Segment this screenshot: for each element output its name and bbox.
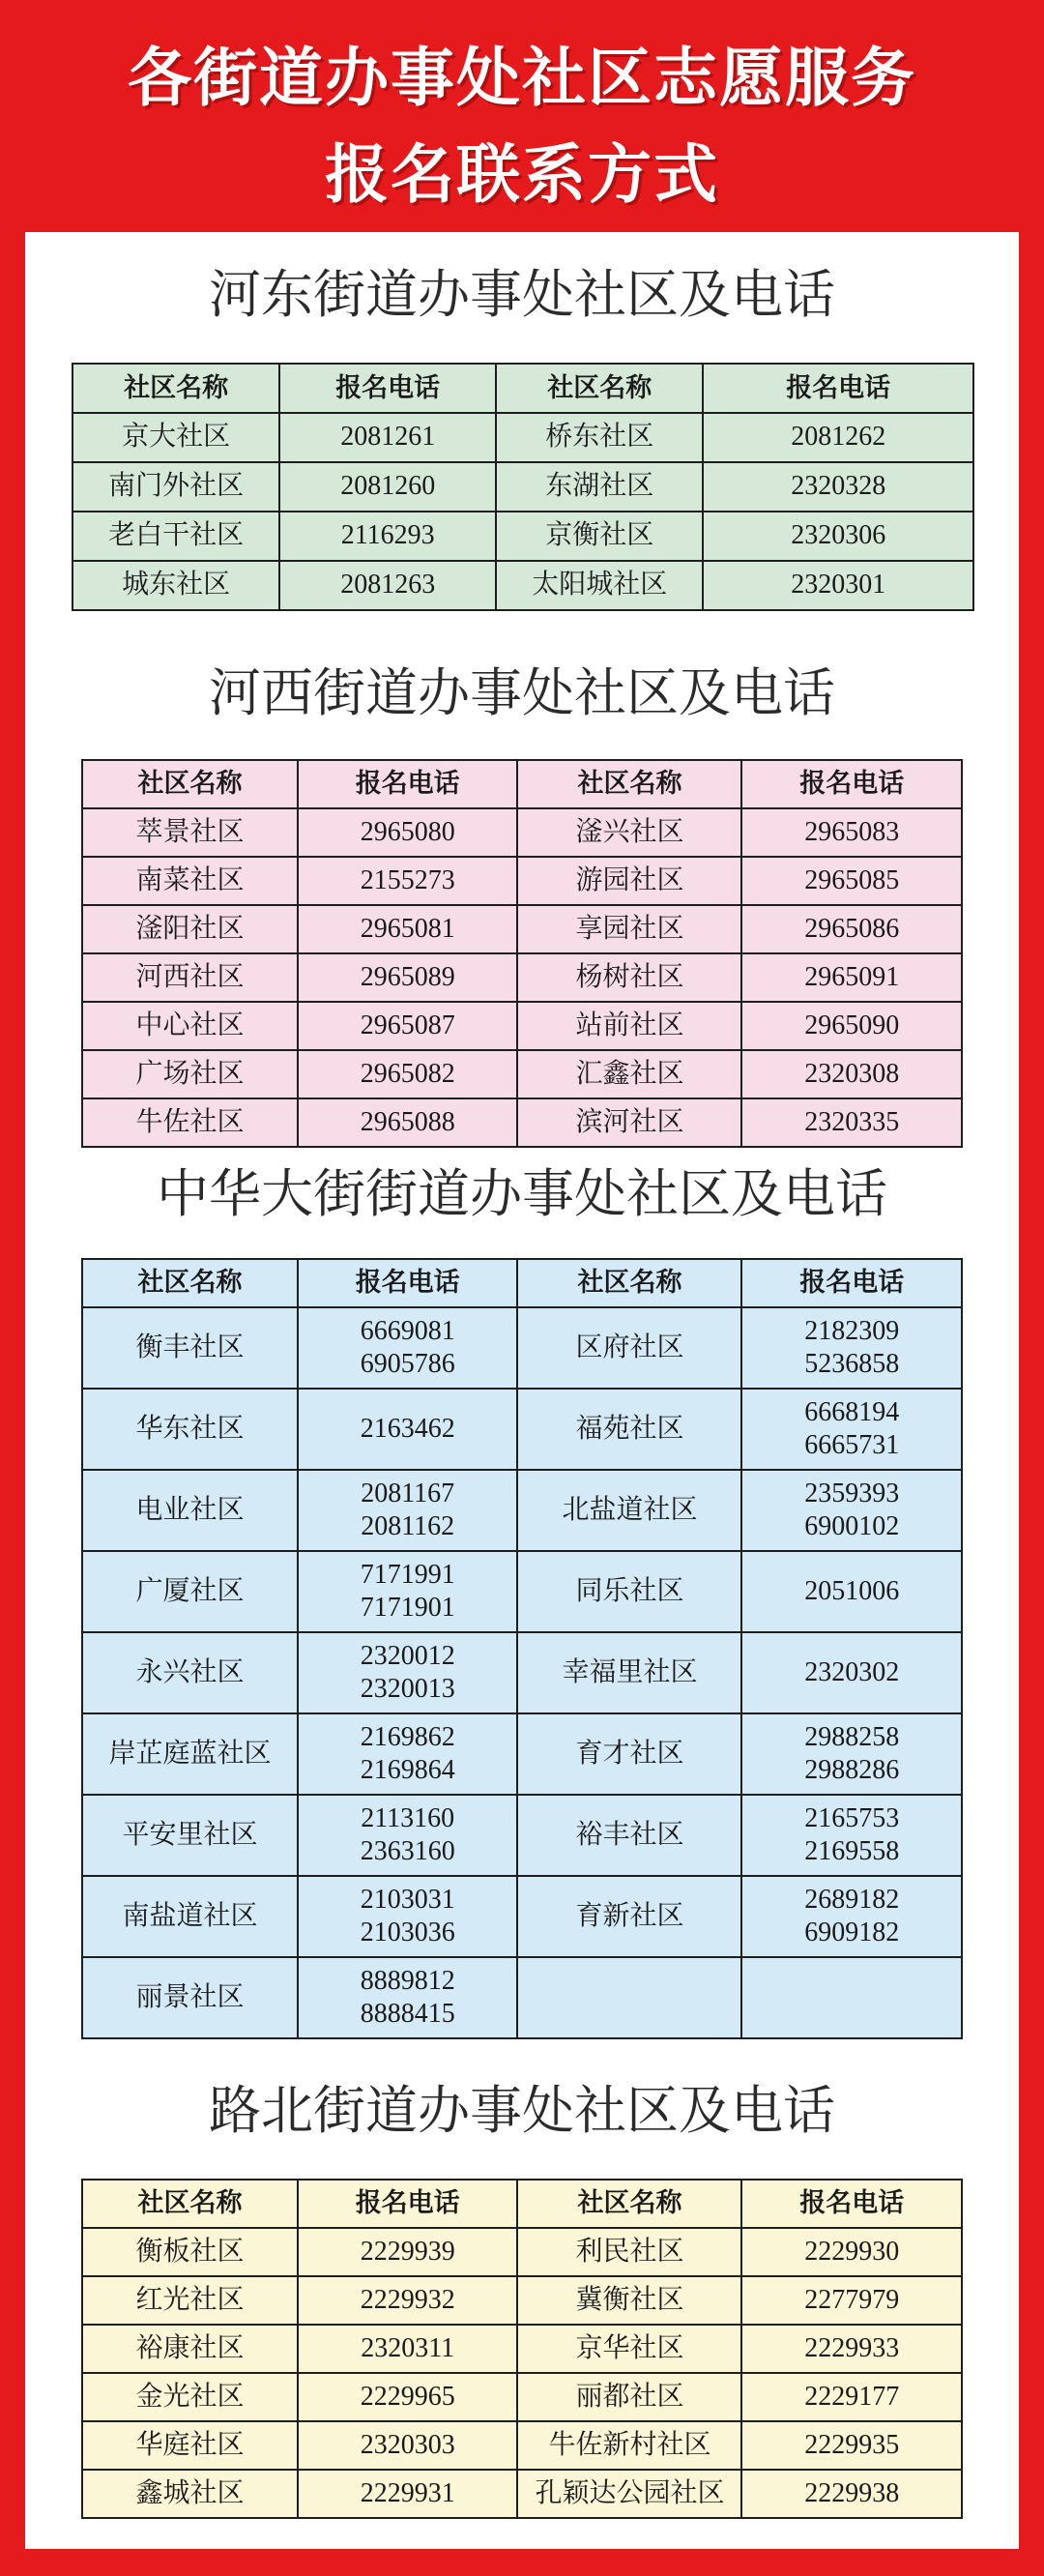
community-name-cell: 南门外社区 bbox=[72, 462, 279, 512]
community-name-cell: 京衡社区 bbox=[496, 512, 703, 561]
phone-number: 2320302 bbox=[804, 1657, 900, 1688]
table-row bbox=[82, 2276, 962, 2325]
community-name-cell: 裕康社区 bbox=[82, 2325, 298, 2373]
community-name-cell: 福苑社区 bbox=[517, 1389, 741, 1470]
phone-number: 2113160 bbox=[361, 1803, 455, 1834]
table-row bbox=[82, 2228, 962, 2276]
table-row bbox=[82, 1713, 962, 1795]
column-header: 报名电话 bbox=[741, 1259, 962, 1307]
phone-number: 2988258 bbox=[804, 1722, 900, 1753]
phone-cell bbox=[298, 1713, 518, 1795]
table-row bbox=[82, 808, 962, 857]
phone-number: 2965090 bbox=[804, 1010, 900, 1040]
phone-cell bbox=[298, 2373, 518, 2421]
column-header: 社区名称 bbox=[82, 2180, 298, 2228]
table-row bbox=[82, 2421, 962, 2470]
phone-cell bbox=[298, 1632, 518, 1713]
phone-number: 2229931 bbox=[360, 2477, 455, 2508]
table-row bbox=[82, 1551, 962, 1632]
phone-number: 2229935 bbox=[804, 2429, 900, 2460]
phone-number: 2965081 bbox=[360, 913, 455, 944]
phone-cell bbox=[298, 953, 518, 1002]
phone-number: 2165753 bbox=[804, 1803, 900, 1834]
phone-cell bbox=[741, 953, 962, 1002]
phone-number: 2689182 bbox=[804, 1885, 900, 1916]
phone-cell bbox=[741, 1795, 962, 1876]
column-header: 社区名称 bbox=[496, 364, 703, 413]
phone-number: 2081260 bbox=[340, 471, 436, 502]
column-header: 报名电话 bbox=[298, 1259, 518, 1307]
phone-number: 2081261 bbox=[340, 422, 436, 453]
phone-cell bbox=[741, 2470, 962, 2518]
community-name-cell: 电业社区 bbox=[82, 1470, 298, 1551]
phone-number: 2229938 bbox=[804, 2477, 900, 2508]
phone-cell bbox=[298, 2470, 518, 2518]
table-header-row bbox=[72, 364, 973, 413]
phone-number: 2965087 bbox=[360, 1010, 455, 1040]
community-name-cell: 河西社区 bbox=[82, 953, 298, 1002]
community-name-cell: 永兴社区 bbox=[82, 1632, 298, 1713]
table-row bbox=[82, 2373, 962, 2421]
phone-cell bbox=[741, 2421, 962, 2470]
community-name-cell: 幸福里社区 bbox=[517, 1632, 741, 1713]
community-name-cell: 牛佐新村社区 bbox=[517, 2421, 741, 2470]
phone-number: 2169862 bbox=[360, 1722, 455, 1753]
phone-number: 2320301 bbox=[791, 570, 886, 600]
community-name-cell: 鑫城社区 bbox=[82, 2470, 298, 2518]
table-row bbox=[72, 512, 973, 561]
table-row bbox=[82, 1795, 962, 1876]
phone-cell bbox=[298, 2421, 518, 2470]
table-header-row bbox=[82, 1259, 962, 1307]
community-name-cell: 丽景社区 bbox=[82, 1957, 298, 2038]
phone-cell bbox=[279, 561, 496, 610]
community-name-cell: 京华社区 bbox=[517, 2325, 741, 2373]
phone-number: 2965088 bbox=[360, 1106, 455, 1137]
table-row bbox=[72, 413, 973, 462]
phone-cell bbox=[298, 857, 518, 905]
phone-number: 2965082 bbox=[360, 1058, 455, 1089]
community-name-cell: 育新社区 bbox=[517, 1876, 741, 1957]
phone-cell bbox=[279, 512, 496, 561]
phone-number: 8889812 bbox=[360, 1966, 455, 1997]
phone-cell bbox=[741, 1098, 962, 1147]
phone-cell bbox=[298, 1957, 518, 2038]
column-header: 社区名称 bbox=[517, 1259, 741, 1307]
phone-cell bbox=[279, 462, 496, 512]
phone-number: 2965083 bbox=[804, 816, 900, 847]
community-name-cell: 游园社区 bbox=[517, 857, 741, 905]
phone-number: 2363160 bbox=[360, 1836, 455, 1866]
phone-cell bbox=[741, 2228, 962, 2276]
community-name-cell: 杨树社区 bbox=[517, 953, 741, 1002]
phone-number: 2229932 bbox=[360, 2284, 455, 2315]
phone-number: 2965080 bbox=[360, 816, 455, 847]
table-row bbox=[72, 462, 973, 512]
community-name-cell: 金光社区 bbox=[82, 2373, 298, 2421]
phone-number: 7171991 bbox=[360, 1560, 455, 1591]
phone-cell bbox=[741, 1470, 962, 1551]
community-name-cell: 北盐道社区 bbox=[517, 1470, 741, 1551]
community-name-cell: 育才社区 bbox=[517, 1713, 741, 1795]
phone-cell bbox=[298, 1876, 518, 1957]
table-row bbox=[82, 1632, 962, 1713]
phone-number: 8888415 bbox=[360, 1999, 455, 2029]
community-name-cell: 衡丰社区 bbox=[82, 1307, 298, 1389]
phone-cell bbox=[741, 1551, 962, 1632]
phone-number: 6668194 bbox=[804, 1397, 900, 1428]
community-name-cell: 裕丰社区 bbox=[517, 1795, 741, 1876]
phone-cell bbox=[741, 1876, 962, 1957]
community-name-cell: 广厦社区 bbox=[82, 1551, 298, 1632]
community-name-cell: 平安里社区 bbox=[82, 1795, 298, 1876]
phone-number: 2988286 bbox=[804, 1755, 900, 1785]
page-title-line-1: 各街道办事处社区志愿服务 bbox=[128, 41, 916, 115]
phone-number: 2169558 bbox=[804, 1836, 900, 1866]
phone-cell bbox=[298, 808, 518, 857]
table-row bbox=[82, 2325, 962, 2373]
community-name-cell: 桥东社区 bbox=[496, 413, 703, 462]
table-header-row bbox=[82, 2180, 962, 2228]
phone-cell bbox=[741, 1713, 962, 1795]
community-name-cell: 站前社区 bbox=[517, 1002, 741, 1050]
phone-number: 2320335 bbox=[804, 1106, 900, 1137]
page-title-line-2: 报名联系方式 bbox=[325, 137, 719, 212]
phone-number: 2965091 bbox=[804, 961, 900, 992]
phone-number: 6909182 bbox=[804, 1917, 900, 1947]
phone-number: 7171901 bbox=[360, 1593, 455, 1623]
phone-cell bbox=[741, 808, 962, 857]
phone-cell bbox=[298, 1470, 518, 1551]
community-name-cell: 南菜社区 bbox=[82, 857, 298, 905]
table-row bbox=[82, 1050, 962, 1098]
phone-number: 2103036 bbox=[360, 1917, 455, 1947]
phone-number: 2229930 bbox=[804, 2236, 900, 2267]
phone-cell bbox=[741, 2325, 962, 2373]
phone-number: 2320303 bbox=[360, 2429, 455, 2460]
table-hedong bbox=[72, 363, 974, 611]
phone-cell bbox=[741, 2276, 962, 2325]
phone-number: 2965086 bbox=[804, 913, 900, 944]
column-header: 社区名称 bbox=[517, 2180, 741, 2228]
column-header: 报名电话 bbox=[298, 760, 518, 808]
phone-cell bbox=[741, 857, 962, 905]
section-title-zhonghua: 中华大街街道办事处社区及电话 bbox=[157, 1163, 887, 1224]
phone-cell bbox=[298, 1795, 518, 1876]
community-name-cell: 滏兴社区 bbox=[517, 808, 741, 857]
phone-number: 2229177 bbox=[804, 2381, 900, 2412]
phone-number: 2163462 bbox=[360, 1414, 455, 1445]
phone-cell bbox=[298, 1389, 518, 1470]
column-header: 社区名称 bbox=[82, 1259, 298, 1307]
phone-cell bbox=[279, 413, 496, 462]
phone-number: 2081162 bbox=[361, 1511, 455, 1541]
table-hexi bbox=[81, 759, 963, 1148]
table-row bbox=[82, 1957, 962, 2038]
community-name-cell: 滏阳社区 bbox=[82, 905, 298, 953]
phone-cell bbox=[298, 2325, 518, 2373]
phone-number: 2081263 bbox=[340, 570, 436, 600]
community-name-cell: 丽都社区 bbox=[517, 2373, 741, 2421]
table-row bbox=[72, 561, 973, 610]
phone-number: 2155273 bbox=[360, 864, 455, 895]
table-header-row bbox=[82, 760, 962, 808]
table-row bbox=[82, 1002, 962, 1050]
phone-number: 2182309 bbox=[804, 1316, 900, 1347]
phone-cell bbox=[741, 1632, 962, 1713]
community-name-cell: 京大社区 bbox=[72, 413, 279, 462]
phone-cell bbox=[741, 1307, 962, 1389]
community-name-cell: 区府社区 bbox=[517, 1307, 741, 1389]
phone-cell bbox=[741, 905, 962, 953]
phone-cell bbox=[741, 2373, 962, 2421]
phone-number: 5236858 bbox=[804, 1349, 900, 1379]
community-name-cell: 衡板社区 bbox=[82, 2228, 298, 2276]
community-name-cell bbox=[517, 1957, 741, 2038]
phone-cell bbox=[298, 1002, 518, 1050]
phone-cell bbox=[703, 561, 973, 610]
community-name-cell: 太阳城社区 bbox=[496, 561, 703, 610]
phone-number: 6900102 bbox=[804, 1511, 900, 1541]
phone-number: 2320013 bbox=[360, 1674, 455, 1704]
phone-number: 2229939 bbox=[360, 2236, 455, 2267]
phone-number: 2320012 bbox=[360, 1641, 455, 1672]
phone-number: 2359393 bbox=[804, 1478, 900, 1509]
community-name-cell: 红光社区 bbox=[82, 2276, 298, 2325]
phone-cell bbox=[298, 1050, 518, 1098]
table-row bbox=[82, 1470, 962, 1551]
phone-number: 2169864 bbox=[360, 1755, 455, 1785]
table-row bbox=[82, 2470, 962, 2518]
phone-number: 2320328 bbox=[791, 471, 886, 502]
table-row bbox=[82, 1307, 962, 1389]
community-name-cell: 城东社区 bbox=[72, 561, 279, 610]
phone-cell bbox=[703, 512, 973, 561]
column-header: 报名电话 bbox=[279, 364, 496, 413]
community-name-cell: 广场社区 bbox=[82, 1050, 298, 1098]
phone-cell bbox=[741, 1389, 962, 1470]
community-name-cell: 东湖社区 bbox=[496, 462, 703, 512]
table-row bbox=[82, 857, 962, 905]
column-header: 社区名称 bbox=[517, 760, 741, 808]
column-header: 报名电话 bbox=[703, 364, 973, 413]
phone-cell bbox=[703, 413, 973, 462]
phone-cell bbox=[741, 1957, 962, 2038]
section-title-lubei: 路北街道办事处社区及电话 bbox=[209, 2080, 835, 2141]
community-name-cell: 同乐社区 bbox=[517, 1551, 741, 1632]
phone-number: 2229965 bbox=[360, 2381, 455, 2412]
table-row bbox=[82, 905, 962, 953]
phone-cell bbox=[741, 1050, 962, 1098]
phone-cell bbox=[298, 1307, 518, 1389]
table-row bbox=[82, 1098, 962, 1147]
table-row bbox=[82, 953, 962, 1002]
phone-number: 2081262 bbox=[791, 422, 886, 453]
phone-number: 2320308 bbox=[804, 1058, 900, 1089]
column-header: 报名电话 bbox=[298, 2180, 518, 2228]
column-header: 社区名称 bbox=[72, 364, 279, 413]
community-name-cell: 利民社区 bbox=[517, 2228, 741, 2276]
phone-cell bbox=[298, 905, 518, 953]
community-name-cell: 享园社区 bbox=[517, 905, 741, 953]
phone-number: 2320311 bbox=[361, 2332, 455, 2363]
community-name-cell: 华庭社区 bbox=[82, 2421, 298, 2470]
column-header: 社区名称 bbox=[82, 760, 298, 808]
community-name-cell: 华东社区 bbox=[82, 1389, 298, 1470]
table-row bbox=[82, 1876, 962, 1957]
table-lubei bbox=[81, 2179, 963, 2519]
phone-number: 2229933 bbox=[804, 2332, 900, 2363]
phone-cell bbox=[298, 2276, 518, 2325]
phone-number: 6665731 bbox=[804, 1430, 900, 1460]
phone-number: 2081167 bbox=[361, 1478, 455, 1509]
phone-cell bbox=[298, 2228, 518, 2276]
community-name-cell: 冀衡社区 bbox=[517, 2276, 741, 2325]
phone-number: 2051006 bbox=[804, 1576, 900, 1607]
table-row bbox=[82, 1389, 962, 1470]
column-header: 报名电话 bbox=[741, 760, 962, 808]
phone-cell bbox=[298, 1551, 518, 1632]
community-name-cell: 萃景社区 bbox=[82, 808, 298, 857]
phone-cell bbox=[703, 462, 973, 512]
phone-number: 2320306 bbox=[791, 520, 886, 551]
community-name-cell: 老白干社区 bbox=[72, 512, 279, 561]
community-name-cell: 孔颖达公园社区 bbox=[517, 2470, 741, 2518]
phone-cell bbox=[298, 1098, 518, 1147]
table-zhonghua bbox=[81, 1258, 963, 2039]
phone-number: 6669081 bbox=[360, 1316, 455, 1347]
community-name-cell: 滨河社区 bbox=[517, 1098, 741, 1147]
community-name-cell: 中心社区 bbox=[82, 1002, 298, 1050]
phone-number: 2103031 bbox=[360, 1885, 455, 1916]
section-title-hedong: 河东街道办事处社区及电话 bbox=[209, 264, 835, 325]
phone-number: 2277979 bbox=[804, 2284, 900, 2315]
phone-number: 2965089 bbox=[360, 961, 455, 992]
column-header: 报名电话 bbox=[741, 2180, 962, 2228]
community-name-cell: 南盐道社区 bbox=[82, 1876, 298, 1957]
community-name-cell: 岸芷庭蓝社区 bbox=[82, 1713, 298, 1795]
phone-number: 2116293 bbox=[340, 520, 435, 551]
phone-number: 2965085 bbox=[804, 864, 900, 895]
section-title-hexi: 河西街道办事处社区及电话 bbox=[209, 662, 835, 723]
phone-cell bbox=[741, 1002, 962, 1050]
community-name-cell: 汇鑫社区 bbox=[517, 1050, 741, 1098]
phone-number: 6905786 bbox=[360, 1349, 455, 1379]
community-name-cell: 牛佐社区 bbox=[82, 1098, 298, 1147]
